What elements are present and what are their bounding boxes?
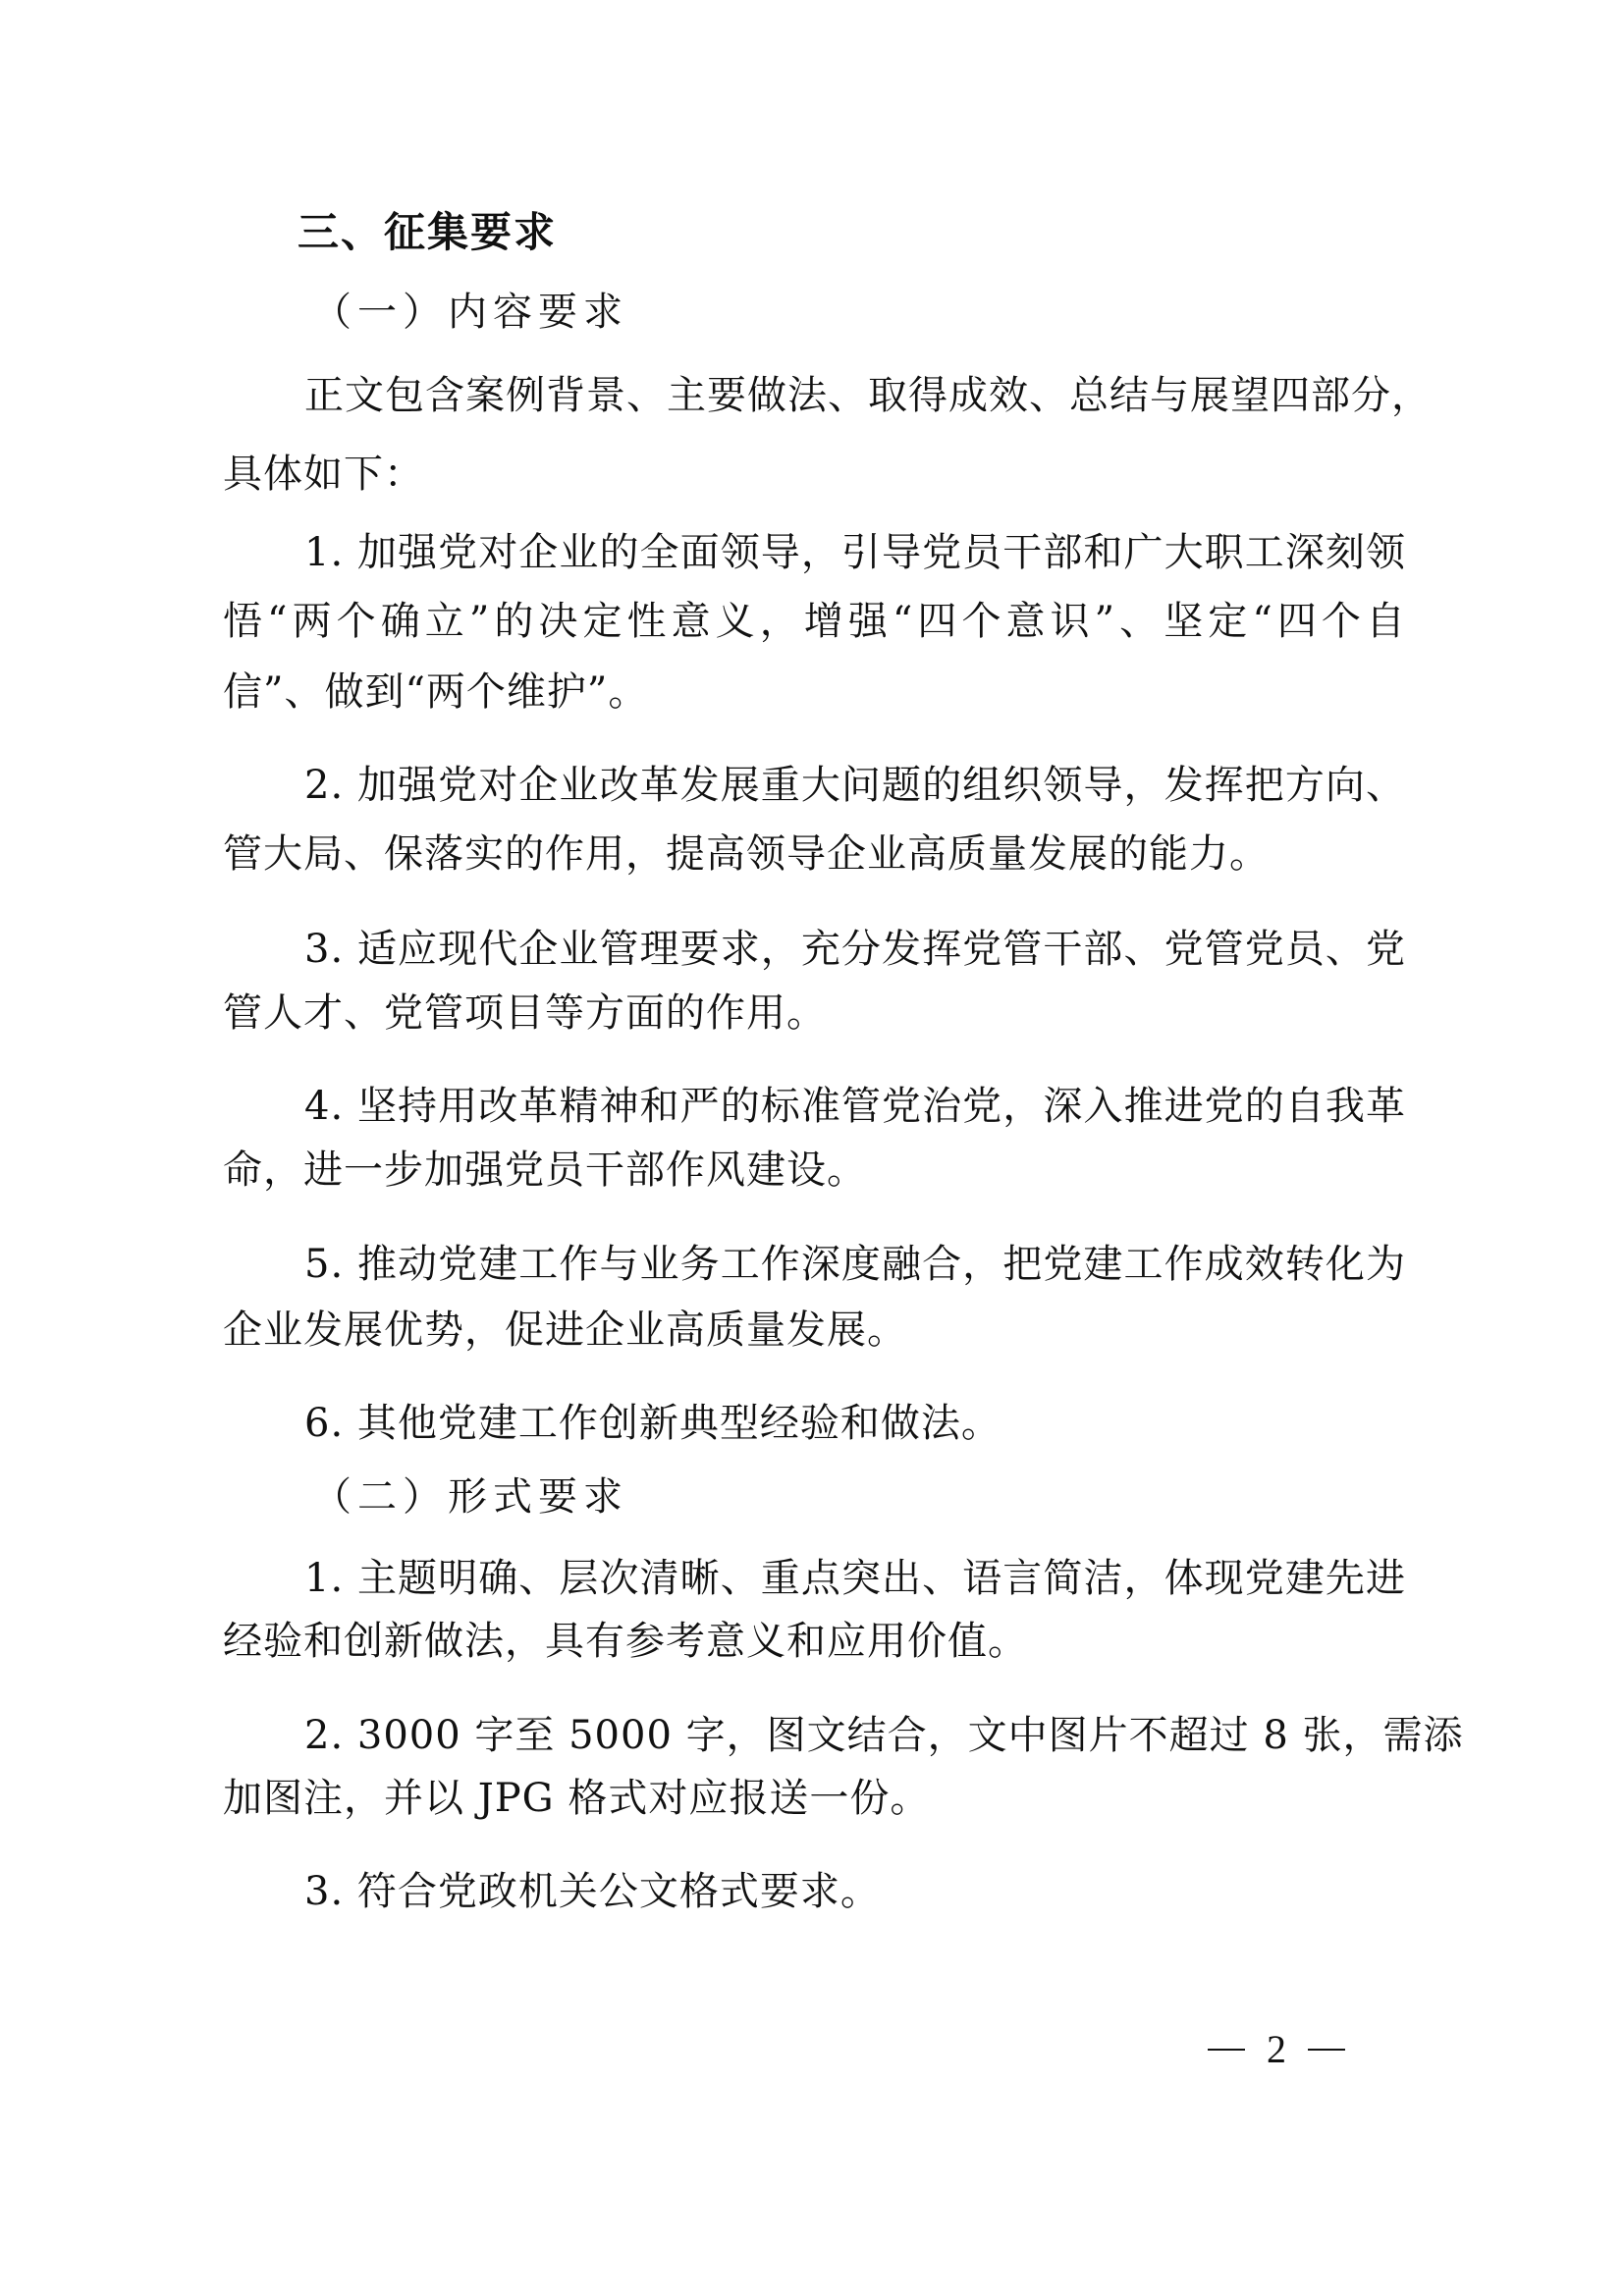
page-number-left-dash bbox=[1208, 2049, 1245, 2051]
content-item-3-line-2: 管人才、党管项目等方面的作用。 bbox=[223, 990, 827, 1036]
form-item-1-line-1: 1. 主题明确、层次清晰、重点突出、语言简洁，体现党建先进 bbox=[304, 1556, 1406, 1601]
form-requirements-heading: （二）形式要求 bbox=[312, 1474, 628, 1520]
content-item-5-line-1: 5. 推动党建工作与业务工作深度融合，把党建工作成效转化为 bbox=[304, 1242, 1406, 1287]
content-item-1-line-2: 悟“两个确立”的决定性意义，增强“四个意识”、坚定“四个自 bbox=[223, 599, 1406, 644]
intro-line-1: 正文包含案例背景、主要做法、取得成效、总结与展望四部分， bbox=[304, 373, 1432, 418]
page-number bbox=[1208, 2022, 1345, 2077]
content-item-1-line-3: 信”、做到“两个维护”。 bbox=[223, 669, 649, 715]
content-item-6-line-1: 6. 其他党建工作创新典型经验和做法。 bbox=[304, 1401, 1001, 1446]
content-item-2-line-1: 2. 加强党对企业改革发展重大问题的组织领导，发挥把方向、 bbox=[304, 763, 1406, 808]
page-number-value: 2 bbox=[1267, 2027, 1286, 2071]
content-item-3-line-1: 3. 适应现代企业管理要求，充分发挥党管干部、党管党员、党 bbox=[304, 927, 1406, 972]
page-number-right-dash bbox=[1308, 2049, 1345, 2051]
content-item-5-line-2: 企业发展优势，促进企业高质量发展。 bbox=[223, 1308, 907, 1353]
form-item-3-line-1: 3. 符合党政机关公文格式要求。 bbox=[304, 1869, 881, 1914]
content-requirements-heading: （一）内容要求 bbox=[312, 290, 628, 335]
form-item-2-line-1: 2. 3000 字至 5000 字，图文结合，文中图片不超过 8 张，需添 bbox=[304, 1713, 1464, 1758]
content-item-4-line-1: 4. 坚持用改革精神和严的标准管党治党，深入推进党的自我革 bbox=[304, 1084, 1406, 1129]
form-item-2-line-2: 加图注，并以 JPG 格式对应报送一份。 bbox=[223, 1776, 931, 1821]
content-item-2-line-2: 管大局、保落实的作用，提高领导企业高质量发展的能力。 bbox=[223, 831, 1270, 877]
content-item-4-line-2: 命，进一步加强党员干部作风建设。 bbox=[223, 1148, 867, 1193]
content-item-1-line-1: 1. 加强党对企业的全面领导，引导党员干部和广大职工深刻领 bbox=[304, 530, 1406, 575]
section-heading: 三、征集要求 bbox=[298, 208, 558, 256]
form-item-1-line-2: 经验和创新做法，具有参考意义和应用价值。 bbox=[223, 1619, 1028, 1664]
intro-line-2: 具体如下： bbox=[223, 452, 424, 497]
